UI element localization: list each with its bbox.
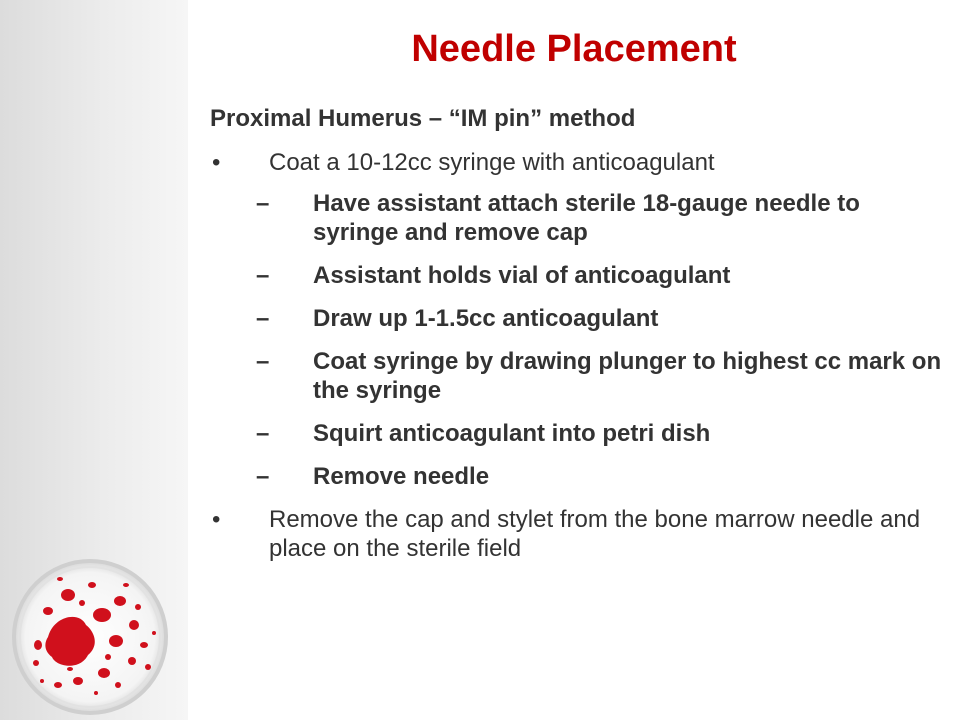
sub-item bbox=[210, 347, 950, 405]
dash-mark: – bbox=[256, 262, 270, 289]
left-sidebar bbox=[0, 0, 188, 720]
dash-mark: – bbox=[256, 190, 270, 217]
slide-title: Needle Placement bbox=[411, 28, 737, 70]
sub-item-text: Have assistant attach sterile 18-gauge needle to syringe and remove cap bbox=[313, 190, 860, 246]
sub-item bbox=[210, 189, 950, 247]
sub-list bbox=[210, 189, 950, 491]
sub-item-text: Coat syringe by drawing plunger to highest cc mark on the syringe bbox=[313, 348, 942, 404]
petri-dish-blood-icon bbox=[8, 545, 186, 723]
dash-mark: – bbox=[256, 420, 270, 447]
bullet-item bbox=[210, 505, 950, 563]
bullet-mark: • bbox=[212, 506, 221, 533]
sub-item bbox=[210, 419, 950, 448]
dash-mark: – bbox=[256, 348, 270, 375]
bullet-mark: • bbox=[212, 149, 221, 176]
sub-item bbox=[210, 304, 950, 333]
slide-subtitle: Proximal Humerus – “IM pin” method bbox=[210, 105, 636, 132]
dash-mark: – bbox=[256, 463, 270, 490]
sub-item-text: Draw up 1-1.5cc anticoagulant bbox=[313, 305, 659, 332]
slide-content bbox=[210, 104, 950, 575]
bullet-text: Remove the cap and stylet from the bone marrow needle and place on the sterile field bbox=[269, 506, 921, 562]
sub-item bbox=[210, 462, 950, 491]
sub-item-text: Squirt anticoagulant into petri dish bbox=[313, 420, 711, 447]
sub-item bbox=[210, 261, 950, 290]
sub-item-text: Assistant holds vial of anticoagulant bbox=[313, 262, 731, 289]
bullet-text: Coat a 10-12cc syringe with anticoagulant bbox=[269, 149, 715, 176]
dash-mark: – bbox=[256, 305, 270, 332]
bullet-item bbox=[210, 148, 950, 177]
sub-item-text: Remove needle bbox=[313, 463, 490, 490]
